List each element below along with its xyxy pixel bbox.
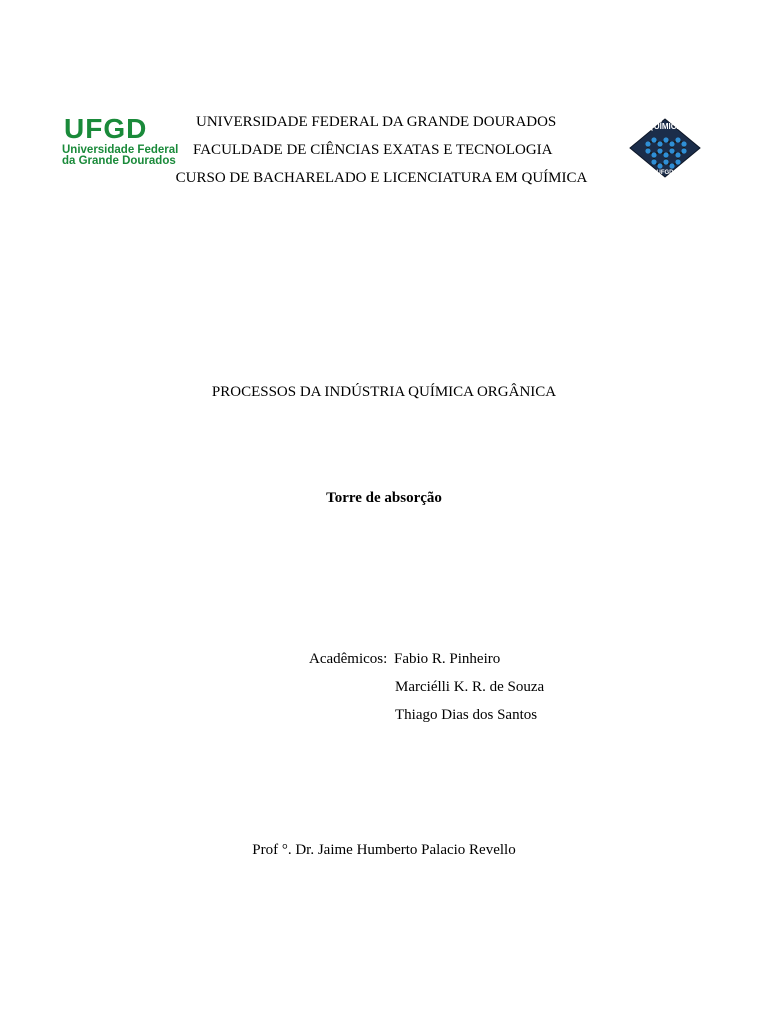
ufgd-logo-line1: Universidade Federal — [62, 144, 179, 156]
course-program — [169, 169, 599, 187]
professor-name: Prof °. Dr. Jaime Humberto Palacio Revello — [252, 842, 516, 858]
quimica-emblem-icon — [626, 116, 704, 182]
university-name: UNIVERSIDADE FEDERAL DA GRANDE DOURADOS — [196, 114, 557, 130]
quimica-logo-top-text: QUÍMICA — [647, 122, 683, 131]
ufgd-logo-line2: da Grande Dourados — [62, 155, 176, 167]
ufgd-logo — [62, 114, 180, 168]
ufgd-logo-mark: UFGD — [64, 113, 148, 144]
discipline-title: PROCESSOS DA INDÚSTRIA QUÍMICA ORGÂNICA — [211, 384, 557, 400]
student-name: Thiago Dias dos Santos — [395, 707, 538, 723]
course-program-text: CURSO DE BACHARELADO E LICENCIATURA EM QUÍMICA — [175, 170, 588, 186]
student-name: Marciélli K. R. de Souza — [395, 679, 545, 695]
quimica-logo-bottom-text: UFGD — [656, 170, 674, 176]
faculty-name: FACULDADE DE CIÊNCIAS EXATAS E TECNOLOGIA — [193, 142, 553, 158]
document-title: Torre de absorção — [326, 490, 442, 506]
students-label: Acadêmicos: — [309, 651, 388, 667]
quimica-logo — [626, 116, 704, 182]
student-name: Fabio R. Pinheiro — [394, 651, 501, 667]
